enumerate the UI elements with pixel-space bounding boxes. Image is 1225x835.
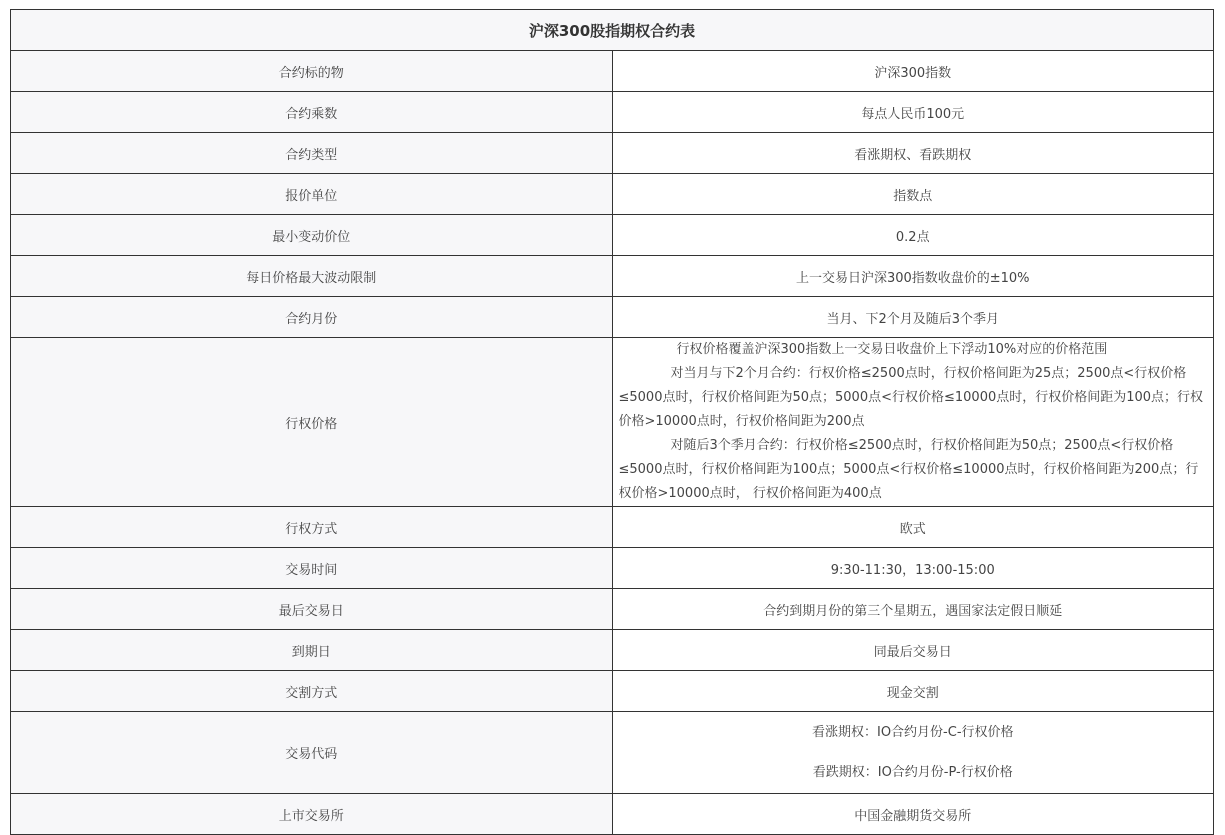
row-label: 交易时间 xyxy=(11,548,613,589)
row-label: 最后交易日 xyxy=(11,589,613,630)
table-row xyxy=(11,548,1214,589)
strike-paragraph: 对当月与下2个月合约：行权价格≤2500点时，行权价格间距为25点；2500点<行权价格≤5000点时，行权价格间距为50点；5000点<行权价格≤10000点时，行权价格间距为100点；行权价格>10000点时，行权价格间距为200点 xyxy=(618,366,1204,429)
table-row xyxy=(11,297,1214,338)
row-label: 报价单位 xyxy=(11,174,613,215)
row-value: 上一交易日沪深300指数收盘价的±10% xyxy=(612,256,1214,297)
row-label: 行权方式 xyxy=(11,507,613,548)
row-value: 看涨期权、看跌期权 xyxy=(612,133,1214,174)
row-value: 0.2点 xyxy=(612,215,1214,256)
table-row-strike-price xyxy=(11,338,1214,507)
strike-paragraph: 对随后3个季月合约：行权价格≤2500点时，行权价格间距为50点；2500点<行权价格≤5000点时，行权价格间距为100点；5000点<行权价格≤10000点时，行权价格间距为200点；行权价格>10000点时， 行权价格间距为400点 xyxy=(618,438,1199,501)
table-row xyxy=(11,51,1214,92)
row-value: 合约到期月份的第三个星期五，遇国家法定假日顺延 xyxy=(612,589,1214,630)
row-label: 合约标的物 xyxy=(11,51,613,92)
row-label: 交割方式 xyxy=(11,671,613,712)
call-code: 看涨期权：IO合约月份-C-行权价格 xyxy=(811,724,1014,740)
row-label: 合约乘数 xyxy=(11,92,613,133)
row-value: 当月、下2个月及随后3个季月 xyxy=(612,297,1214,338)
table-row xyxy=(11,671,1214,712)
row-value: 每点人民币100元 xyxy=(612,92,1214,133)
row-value: 同最后交易日 xyxy=(612,630,1214,671)
row-label: 行权价格 xyxy=(11,338,613,507)
strike-price-details xyxy=(612,338,1214,507)
table-row xyxy=(11,507,1214,548)
table-title: 沪深300股指期权合约表 xyxy=(11,10,1214,51)
table-row xyxy=(11,589,1214,630)
row-label: 合约类型 xyxy=(11,133,613,174)
row-label: 上市交易所 xyxy=(11,794,613,835)
strike-paragraph: 行权价格覆盖沪深300指数上一交易日收盘价上下浮动10%对应的价格范围 xyxy=(676,342,1108,357)
row-value: 中国金融期货交易所 xyxy=(612,794,1214,835)
table-row xyxy=(11,630,1214,671)
row-label: 到期日 xyxy=(11,630,613,671)
row-value: 9:30-11:30，13:00-15:00 xyxy=(612,548,1214,589)
table-row-trading-code xyxy=(11,712,1214,794)
table-row xyxy=(11,92,1214,133)
row-value: 沪深300指数 xyxy=(612,51,1214,92)
row-label: 每日价格最大波动限制 xyxy=(11,256,613,297)
row-label: 最小变动价位 xyxy=(11,215,613,256)
contract-spec-table xyxy=(10,9,1214,835)
row-label: 交易代码 xyxy=(11,712,613,794)
table-row xyxy=(11,256,1214,297)
row-label: 合约月份 xyxy=(11,297,613,338)
table-row xyxy=(11,174,1214,215)
trading-codes xyxy=(612,712,1214,794)
row-value: 指数点 xyxy=(612,174,1214,215)
table-row xyxy=(11,133,1214,174)
table-row xyxy=(11,215,1214,256)
row-value: 现金交割 xyxy=(612,671,1214,712)
put-code: 看跌期权：IO合约月份-P-行权价格 xyxy=(812,764,1013,780)
row-value: 欧式 xyxy=(612,507,1214,548)
